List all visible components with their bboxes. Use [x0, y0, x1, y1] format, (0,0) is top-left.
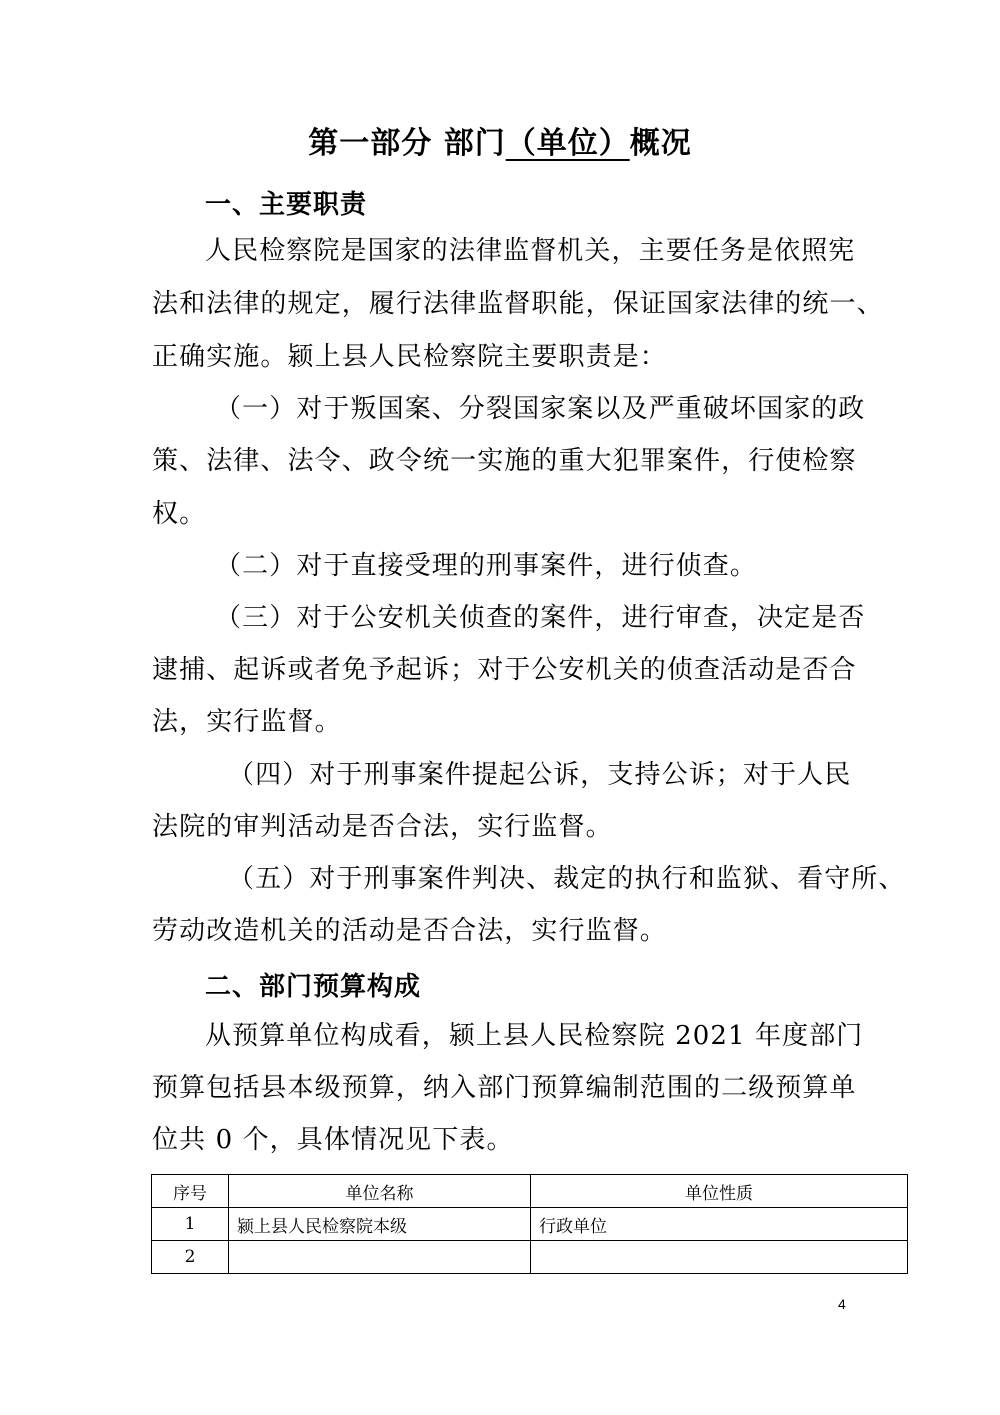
paragraph-line: （三）对于公安机关侦查的案件，进行审查，决定是否 [215, 603, 866, 633]
paragraph-line: 位共 0 个，具体情况见下表。 [152, 1125, 514, 1155]
paragraph-line: 劳动改造机关的活动是否合法，实行监督。 [152, 916, 667, 946]
cell-unit-type [531, 1241, 908, 1274]
paragraph-line: （一）对于叛国案、分裂国家案以及严重破坏国家的政 [215, 394, 866, 424]
paragraph-line: 逮捕、起诉或者免予起诉；对于公安机关的侦查活动是否合 [152, 655, 857, 685]
table-row [152, 1241, 908, 1274]
header-index: 序号 [152, 1175, 229, 1208]
section2-heading: 二、部门预算构成 [205, 972, 422, 1002]
title-prefix: 第一部分 部门 [308, 126, 506, 161]
budget-units-table [151, 1174, 908, 1274]
cell-unit-type: 行政单位 [531, 1208, 908, 1241]
paragraph-line: 从预算单位构成看，颍上县人民检察院 2021 年度部门 [205, 1021, 864, 1051]
paragraph-line: 人民检察院是国家的法律监督机关，主要任务是依照宪 [205, 236, 856, 266]
paragraph-line: 策、法律、法令、政令统一实施的重大犯罪案件，行使检察 [152, 446, 857, 476]
header-unit-type: 单位性质 [531, 1175, 908, 1208]
paragraph-line: 法，实行监督。 [152, 707, 342, 737]
page-title [0, 118, 1000, 162]
cell-index: 1 [152, 1208, 229, 1241]
title-underlined: （单位） [505, 126, 630, 161]
section1-heading: 一、主要职责 [205, 190, 368, 220]
paragraph-line: （五）对于刑事案件判决、裁定的执行和监狱、看守所、 [228, 864, 906, 894]
paragraph-line: （二）对于直接受理的刑事案件，进行侦查。 [215, 551, 758, 581]
cell-unit-name [229, 1241, 531, 1274]
paragraph-line: （四）对于刑事案件提起公诉，支持公诉；对于人民 [228, 760, 852, 790]
paragraph-line: 预算包括县本级预算，纳入部门预算编制范围的二级预算单 [152, 1073, 857, 1103]
paragraph-line: 法院的审判活动是否合法，实行监督。 [152, 812, 613, 842]
title-suffix: 概况 [629, 126, 692, 161]
cell-index: 2 [152, 1241, 229, 1274]
paragraph-line: 正确实施。颍上县人民检察院主要职责是： [152, 342, 667, 372]
table-row [152, 1208, 908, 1241]
cell-unit-name: 颍上县人民检察院本级 [229, 1208, 531, 1241]
header-unit-name: 单位名称 [229, 1175, 531, 1208]
table-header-row [152, 1175, 908, 1208]
page-number: 4 [838, 1296, 846, 1312]
paragraph-line: 权。 [152, 499, 207, 529]
paragraph-line: 法和法律的规定，履行法律监督职能，保证国家法律的统一、 [152, 289, 884, 319]
